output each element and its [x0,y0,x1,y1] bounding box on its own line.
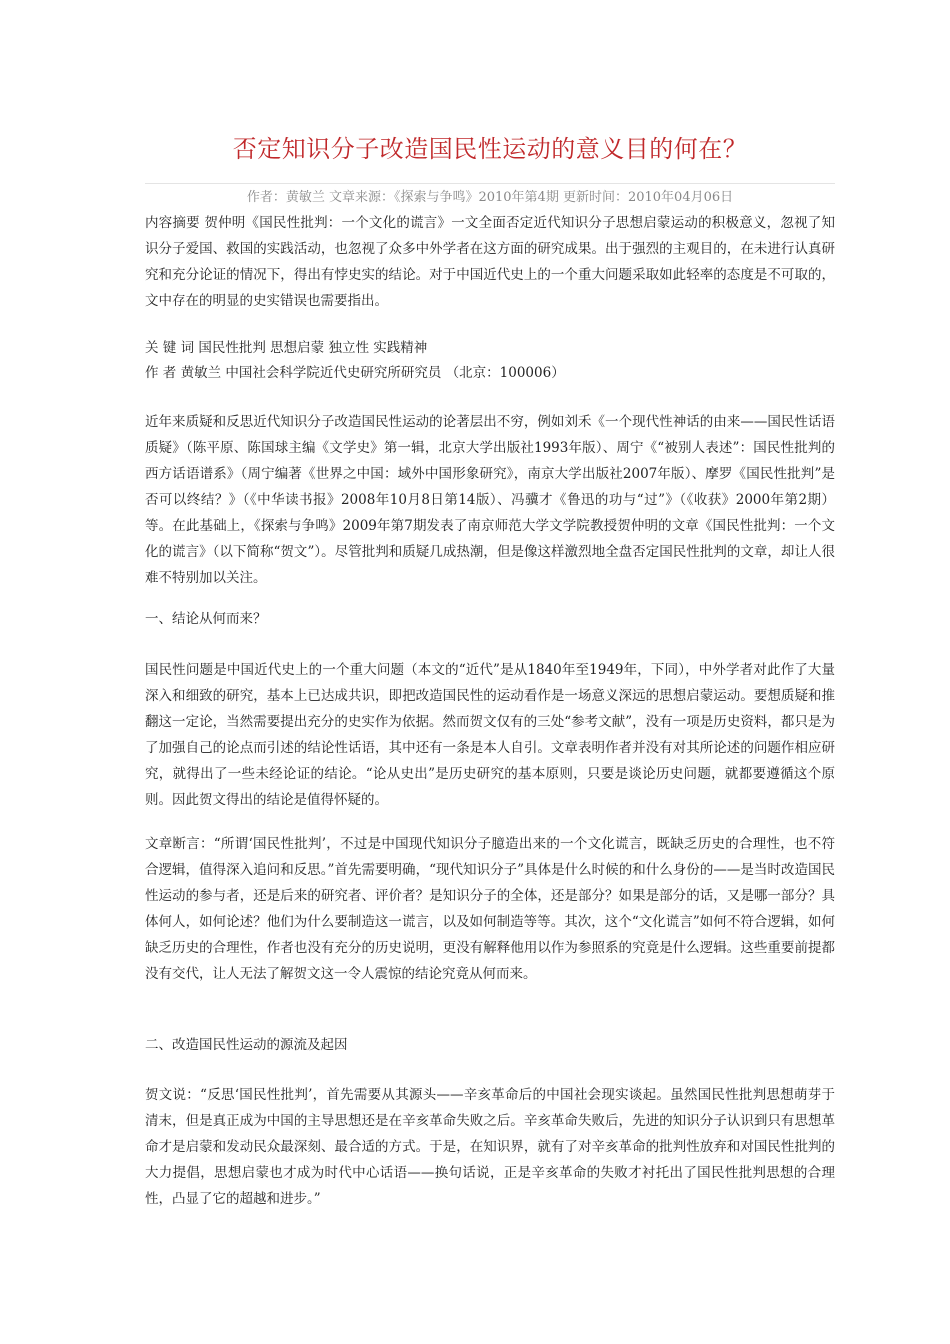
keywords-line: 关 键 词 国民性批判 思想启蒙 独立性 实践精神 [145,340,428,356]
article-meta: 作者：黄敏兰 文章来源：《探索与争鸣》2010年第4期 更新时间：2010年04月06日 [246,190,734,205]
body-paragraph-4: 贺文说：“反思‘国民性批判’，首先需要从其源头——辛亥革命后的中国社会现实谈起。虽然国民性批判思想萌芽于清末，但是真正成为中国的主导思想还是在辛亥革命失败之后。辛亥革命失败后，先进的知识分子认识到只有思想革命才是启蒙和发动民众最深刻、最合适的方式。于是，在知识界，就有了对辛亥革命的批判性放弃和对国民性批判的大力提倡，思想启蒙也才成为时代中心话语——换句话说，正是辛亥革命的失败才衬托出了国民性批判思想的合理性，凸显了它的超越和进步。” [145,1087,835,1207]
section-heading-1: 一、结论从何而来？ [145,611,267,627]
abstract-paragraph: 内容摘要 贺仲明《国民性批判：一个文化的谎言》一文全面否定近代知识分子思想启蒙运动的积极意义，忽视了知识分子爱国、救国的实践活动，也忽视了众多中外学者在这方面的研究成果。出于强烈的主观目的，在未进行认真研究和充分论证的情况下，得出有悖史实的结论。对于中国近代史上的一个重大问题采取如此轻率的态度是不可取的，文中存在的明显的史实错误也需要指出。 [145,215,835,309]
article-title: 否定知识分子改造国民性运动的意义目的何在？ [232,135,748,163]
body-paragraph-2: 国民性问题是中国近代史上的一个重大问题（本文的“近代”是从1840年至1949年，下同），中外学者对此作了大量深入和细致的研究，基本上已达成共识，即把改造国民性的运动看作是一场意义深远的思想启蒙运动。要想质疑和推翻这一定论，当然需要提出充分的史实作为依据。然而贺文仅有的三处“参考文献”，没有一项是历史资料，都只是为了加强自己的论点而引述的结论性话语，其中还有一条是本人自引。文章表明作者并没有对其所论述的问题作相应研究，就得出了一些未经论证的结论。“论从史出”是历史研究的基本原则，只要是谈论历史问题，就都要遵循这个原则。因此贺文得出的结论是值得怀疑的。 [145,662,835,808]
section-heading-2: 二、改造国民性运动的源流及起因 [145,1037,348,1053]
body-paragraph-3: 文章断言：“所谓‘国民性批判’，不过是中国现代知识分子臆造出来的一个文化谎言，既缺乏历史的合理性，也不符合逻辑，值得深入追问和反思。”首先需要明确，“现代知识分子”具体是什么时候的和什么身份的——是当时改造国民性运动的参与者，还是后来的研究者、评价者？是知识分子的全体，还是部分？如果是部分的话，又是哪一部分？具体何人，如何论述？他们为什么要制造这一谎言，以及如何制造等等。其次，这个“文化谎言”如何不符合逻辑，如何缺乏历史的合理性，作者也没有充分的历史说明，更没有解释他用以作为参照系的究竟是什么逻辑。这些重要前提都没有交代，让人无法了解贺文这一令人震惊的结论究竟从何而来。 [145,836,835,982]
body-paragraph-1: 近年来质疑和反思近代知识分子改造国民性运动的论著层出不穷，例如刘禾《一个现代性神话的由来——国民性话语质疑》（陈平原、陈国球主编《文学史》第一辑，北京大学出版社1993年版）、周宁《“被别人表述”：国民性批判的西方话语谱系》（周宁编著《世界之中国：域外中国形象研究》，南京大学出版社2007年版）、摩罗《国民性批判”是否可以终结？》（《中华读书报》2008年10月8日第14版）、冯骥才《鲁迅的功与“过”》（《收获》2000年第2期）等。在此基础上，《探索与争鸣》2009年第7期发表了南京师范大学文学院教授贺仲明的文章《国民性批判：一个文化的谎言》（以下简称“贺文”）。尽管批判和质疑几成热潮，但是像这样激烈地全盘否定国民性批判的文章，却让人很难不特别加以关注。 [145,414,835,586]
title-divider [145,183,835,184]
author-line: 作 者 黄敏兰 中国社会科学院近代史研究所研究员 （北京：100006） [145,365,565,381]
